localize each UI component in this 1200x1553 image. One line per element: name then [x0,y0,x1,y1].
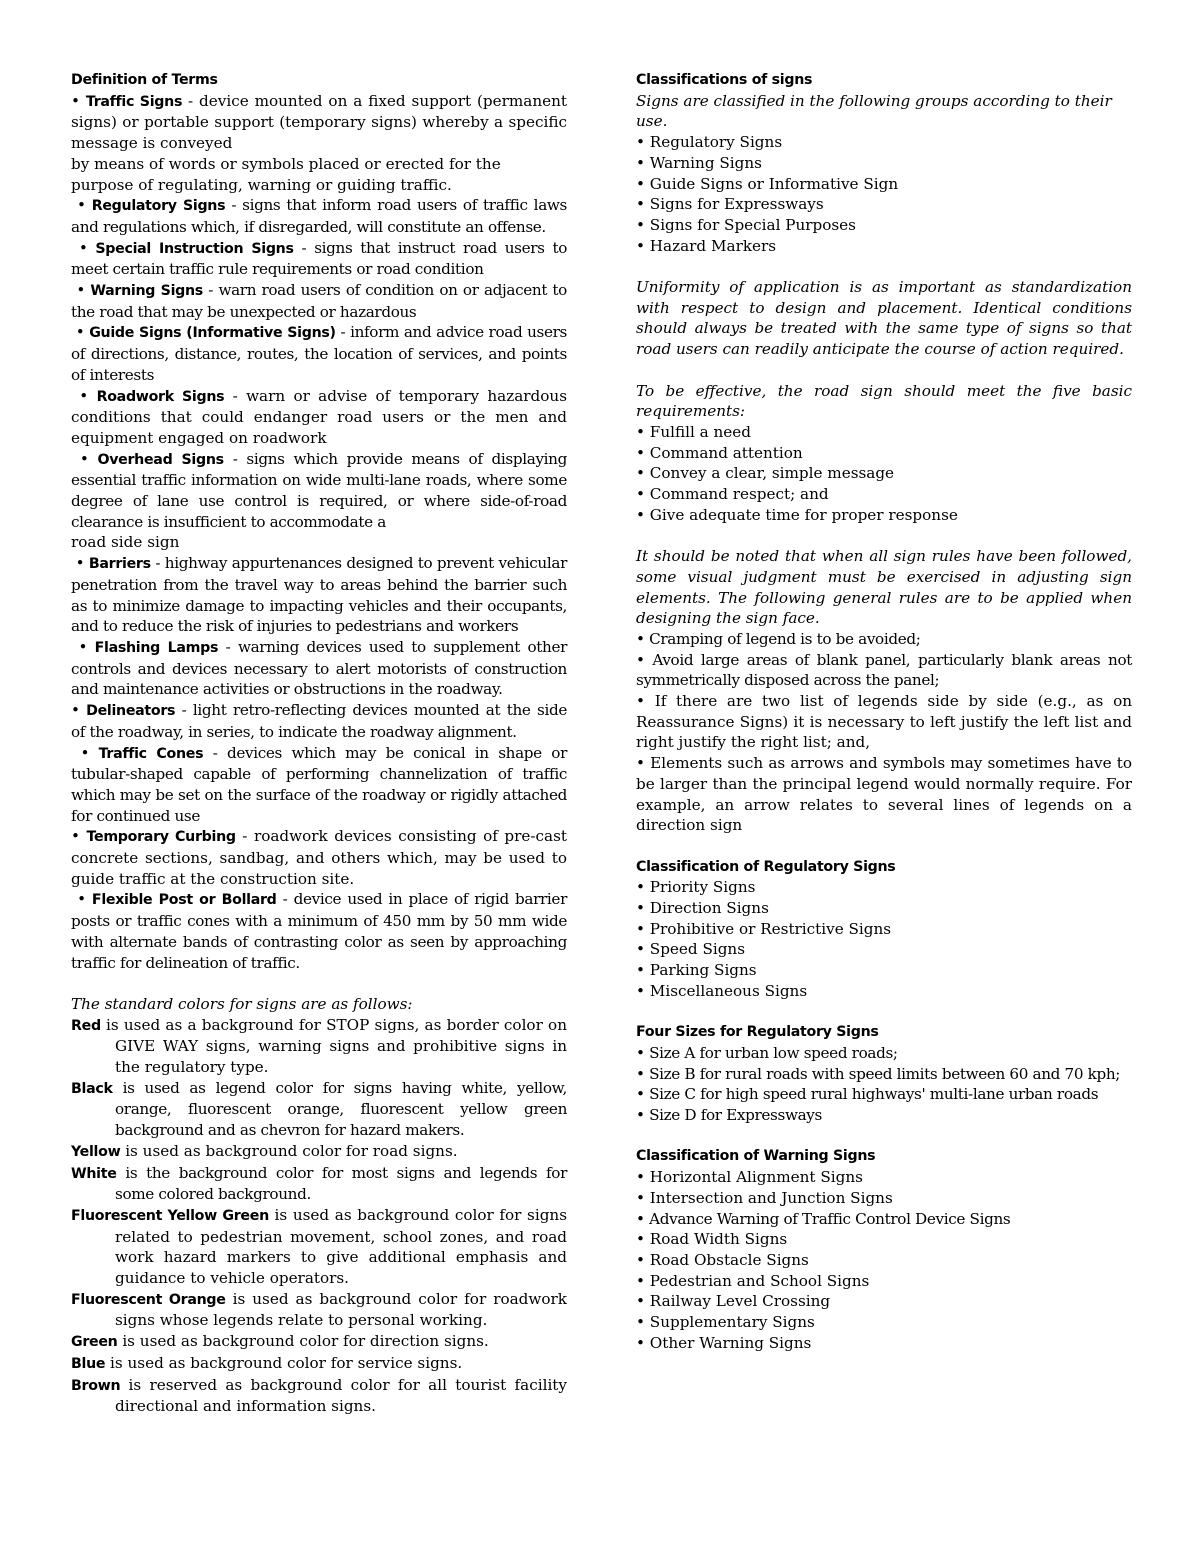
classifications-heading: Classifications of signs [636,72,813,88]
list-item: • Hazard Markers [636,236,777,255]
definition-overhead-signs: • Overhead Signs - signs which provide means of displaying essential traffic information on wide multi-lane roads, where some degree of lane use control is required, or where side-of-road clearance is insufficient to accommodate a [71,449,567,531]
list-item: • Parking Signs [636,961,757,980]
list-item: • Priority Signs [636,878,756,897]
sizes-heading: Four Sizes for Regulatory Signs [636,1024,879,1041]
list-item: • Road Width Signs [636,1230,788,1249]
list-item: • Miscellaneous Signs [636,981,808,1000]
color-black: Black is used as legend color for signs having white, yellow, orange, fluorescent orange, fluorescent yellow green background and as chevron for hazard makers. [71,1078,567,1140]
definition-flashing-lamps: • Flashing Lamps - warning devices used to supplement other controls and devices necessary to alert motorists of construction and maintenance activities or obstructions in the roadway. [71,637,567,699]
definition-delineators: • Delineators - light retro-reflecting devices mounted at the side of the roadway, in series, to indicate the roadway alignment. [71,701,567,741]
list-item: • Convey a clear, simple message [636,464,895,483]
list-item: • Horizontal Alignment Signs [636,1168,863,1187]
list-item: • Speed Signs [636,940,746,959]
classifications-intro: Signs are classified in the following groups according to their use. [636,91,1112,131]
definition-guide-signs: • Guide Signs (Informative Signs) - inform and advice road users of directions, distance, routes, the location of services, and points of interests [71,323,567,384]
list-item: • Other Warning Signs [636,1333,812,1352]
definition-flexible-post: • Flexible Post or Bollard - device used in place of rigid barrier posts or traffic cones with a minimum of 450 mm by 50 mm wide with alternate bands of contrasting color as seen by approaching traffic for delineation of traffic. [71,890,567,972]
right-column [636,70,1132,1354]
list-item: • Size A for urban low speed roads; [636,1043,898,1062]
list-item: • Give adequate time for proper response [636,505,958,524]
list-item: • Advance Warning of Traffic Control Device Signs [636,1209,1011,1228]
list-item: • Regulatory Signs [636,133,783,152]
list-item: • Signs for Expressways [636,195,824,214]
list-item: • Railway Level Crossing [636,1292,831,1311]
definitions-heading: Definition of Terms [71,72,218,88]
warning-heading: Classification of Warning Signs [636,1148,876,1165]
color-white: White is the background color for most signs and legends for some colored background. [71,1163,567,1204]
regulatory-heading: Classification of Regulatory Signs [636,858,896,875]
list-item: • Size D for Expressways [636,1106,822,1125]
definition-traffic-signs: • Traffic Signs - device mounted on a fixed support (permanent signs) or portable support (temporary signs) whereby a specific message is conveyed [71,91,567,153]
color-yellow: Yellow is used as background color for road signs. [71,1141,458,1160]
list-item: • If there are two list of legends side by side (e.g., as on Reassurance Signs) it is necessary to left justify the left list and right justify the right list; and, [636,692,1132,752]
color-brown: Brown is reserved as background color for all tourist facility directional and information signs. [71,1375,567,1416]
list-item: • Size B for rural roads with speed limits between 60 and 70 kph; [636,1064,1121,1083]
definition-special-instruction-signs: • Special Instruction Signs - signs that instruct road users to meet certain traffic rule requirements or road condition [71,238,567,279]
definition-barriers: • Barriers - highway appurtenances designed to prevent vehicular penetration from the travel way to areas behind the barrier such as to minimize damage to impacting vehicles and their occupants, and to reduce the risk of injuries to pedestrians and workers [71,554,567,636]
left-column [71,70,567,1417]
list-item: • Avoid large areas of blank panel, particularly blank areas not symmetrically disposed across the panel; [636,650,1132,690]
definition-regulatory-signs: • Regulatory Signs - signs that inform road users of traffic laws and regulations which, if disregarded, will constitute an offense. [71,196,567,236]
list-item: • Command attention [636,443,803,462]
list-item: • Supplementary Signs [636,1313,815,1332]
list-item: • Pedestrian and School Signs [636,1271,870,1290]
color-fluorescent-orange: Fluorescent Orange is used as background color for roadwork signs whose legends relate to personal working. [71,1289,567,1330]
list-item: • Size C for high speed rural highways' multi-lane urban roads [636,1085,1099,1104]
list-item: • Guide Signs or Informative Sign [636,174,899,193]
color-red: Red is used as a background for STOP signs, as border color on GIVE WAY signs, warning signs and prohibitive signs in the regulatory type. [71,1015,567,1077]
definition-temporary-curbing: • Temporary Curbing - roadwork devices consisting of pre-cast concrete sections, sandbag, and others which, may be used to guide traffic at the construction site. [71,827,567,888]
rules-intro: It should be noted that when all sign rules have been followed, some visual judgment must be exercised in adjusting sign elements. The following general rules are to be applied when designing the sign face. [636,547,1132,628]
color-fluorescent-yellow-green: Fluorescent Yellow Green is used as background color for signs related to pedestrian movement, school zones, and road work hazard markers to give additional emphasis and guidance to vehicle operators. [71,1205,568,1288]
definition-roadwork-signs: • Roadwork Signs - warn or advise of temporary hazardous conditions that could endanger road users or the men and equipment engaged on roadwork [71,386,567,447]
list-item: • Signs for Special Purposes [636,215,856,234]
definition-traffic-cones: • Traffic Cones - devices which may be conical in shape or tubular-shaped capable of performing channelization of traffic which may be set on the surface of the roadway or rigidly attached for continued use [71,743,567,825]
list-item: • Warning Signs [636,153,762,172]
list-item: • Elements such as arrows and symbols may sometimes have to be larger than the principal legend would normally require. For example, an arrow relates to several lines of legends on a direction sign [636,754,1132,835]
list-item: • Prohibitive or Restrictive Signs [636,919,892,938]
list-item: • Road Obstacle Signs [636,1250,809,1269]
list-item: • Command respect; and [636,485,829,504]
color-green: Green is used as background color for direction signs. [71,1332,489,1351]
definition-warning-signs: • Warning Signs - warn road users of condition on or adjacent to the road that may be unexpected or hazardous [71,281,567,321]
uniformity-paragraph: Uniformity of application is as important as standardization with respect to design and placement. Identical conditions should always be treated with the same type of signs so that road users can readily anticipate the course of action required. [636,278,1132,359]
list-item: • Intersection and Junction Signs [636,1188,893,1207]
list-item: • Fulfill a need [636,422,752,441]
list-item: • Direction Signs [636,899,769,918]
color-blue: Blue is used as background color for service signs. [71,1353,463,1372]
definition-overhead-signs-cont: road side sign [71,533,180,552]
colors-intro: The standard colors for signs are as follows: [71,994,413,1013]
definition-traffic-signs-cont: by means of words or symbols placed or erected for the purpose of regulating, warning or guiding traffic. [71,154,501,194]
list-item: • Cramping of legend is to be avoided; [636,629,921,648]
requirements-intro: To be effective, the road sign should meet the five basic requirements: [636,381,1132,421]
